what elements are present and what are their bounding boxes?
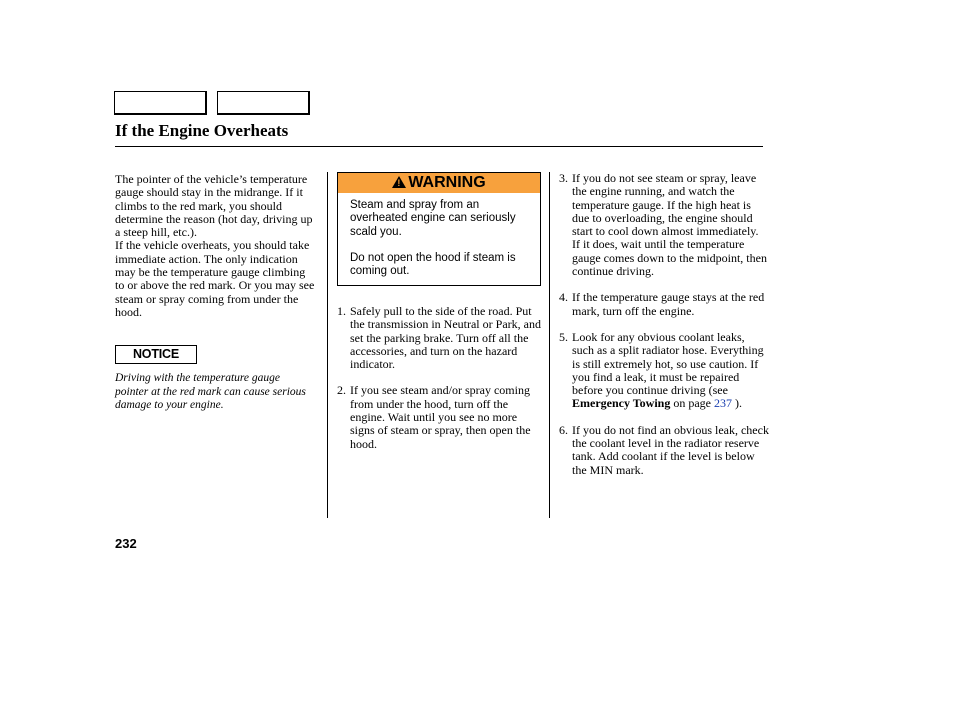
step-text-mid: on page	[670, 396, 714, 411]
page-number: 232	[115, 536, 137, 551]
warning-triangle-icon	[392, 176, 406, 188]
column-divider-left	[327, 172, 328, 518]
step-text-before: Look for any obvious coolant leaks, such as a split radiator hose. Everything is still extremely hot, so use caution. If you find a leak, it must be repaired before you continue driving (see	[572, 329, 764, 398]
step-text: If you see steam and/or spray coming from under the hood, turn off the engine. Wait until you see no more signs of steam or spray, then open the hood.	[350, 383, 531, 451]
column-divider-right	[549, 172, 550, 518]
intro-section	[115, 173, 315, 319]
intro-paragraph-1: The pointer of the vehicle’s temperature gauge should stay in the midrange. If it climbs to the red mark, you should determine the reason (hot day, driving up a steep hill, etc.).	[115, 172, 313, 240]
step-text: If you do not find an obvious leak, check the coolant level in the radiator reserve tank. Add coolant if the level is below the MIN mark.	[572, 422, 769, 477]
step-item	[337, 305, 541, 371]
intro-paragraph-2: If the vehicle overheats, you should take immediate action. The only indication may be the temperature gauge climbing to or above the red mark. Or you may see steam or spray coming from under the hood.	[115, 238, 315, 319]
step-text-after: ).	[732, 396, 742, 411]
notice-text: Driving with the temperature gauge pointer at the red mark can cause serious damage to your engine.	[115, 372, 306, 411]
page-237-link[interactable]: 237	[714, 396, 732, 411]
notice-label: NOTICE	[115, 345, 197, 364]
warning-label: WARNING	[408, 174, 486, 191]
step-item	[337, 384, 541, 450]
page-title: If the Engine Overheats	[115, 121, 289, 140]
step-number: 3.	[559, 171, 568, 185]
step-number: 4.	[559, 290, 568, 305]
step-item	[559, 172, 769, 278]
step-text: Safely pull to the side of the road. Put the transmission in Neutral or Park, and set the parking brake. Turn off all the accessories, and turn on the hazard indicator.	[350, 304, 541, 372]
step-number: 1.	[337, 304, 346, 318]
warning-box	[337, 172, 541, 286]
title-divider	[115, 146, 763, 147]
steps-list-right	[559, 172, 769, 477]
step-text: If the temperature gauge stays at the red mark, turn off the engine.	[572, 290, 765, 318]
step-item	[559, 424, 769, 477]
step-item	[559, 331, 769, 411]
step-number: 6.	[559, 422, 568, 437]
warning-header	[338, 173, 540, 193]
nav-tab-index[interactable]	[217, 91, 310, 115]
step-number: 2.	[337, 383, 346, 398]
nav-tab-contents[interactable]	[114, 91, 207, 115]
emergency-towing-reference: Emergency Towing	[572, 396, 671, 411]
steps-list-middle	[337, 305, 541, 464]
step-number: 5.	[559, 329, 568, 344]
warning-line-1: Steam and spray from an overheated engine can seriously scald you.	[350, 199, 516, 238]
warning-body	[338, 193, 540, 278]
step-text	[572, 330, 764, 410]
step-text: If you do not see steam or spray, leave the engine running, and watch the temperature gauge. If the high heat is due to overloading, the engine should start to cool down almost immediately. If it does, wait until the temperature gauge comes down to the midpoint, then continue driving.	[572, 171, 767, 279]
step-item	[559, 291, 769, 318]
warning-line-2: Do not open the hood if steam is coming out.	[350, 251, 516, 278]
